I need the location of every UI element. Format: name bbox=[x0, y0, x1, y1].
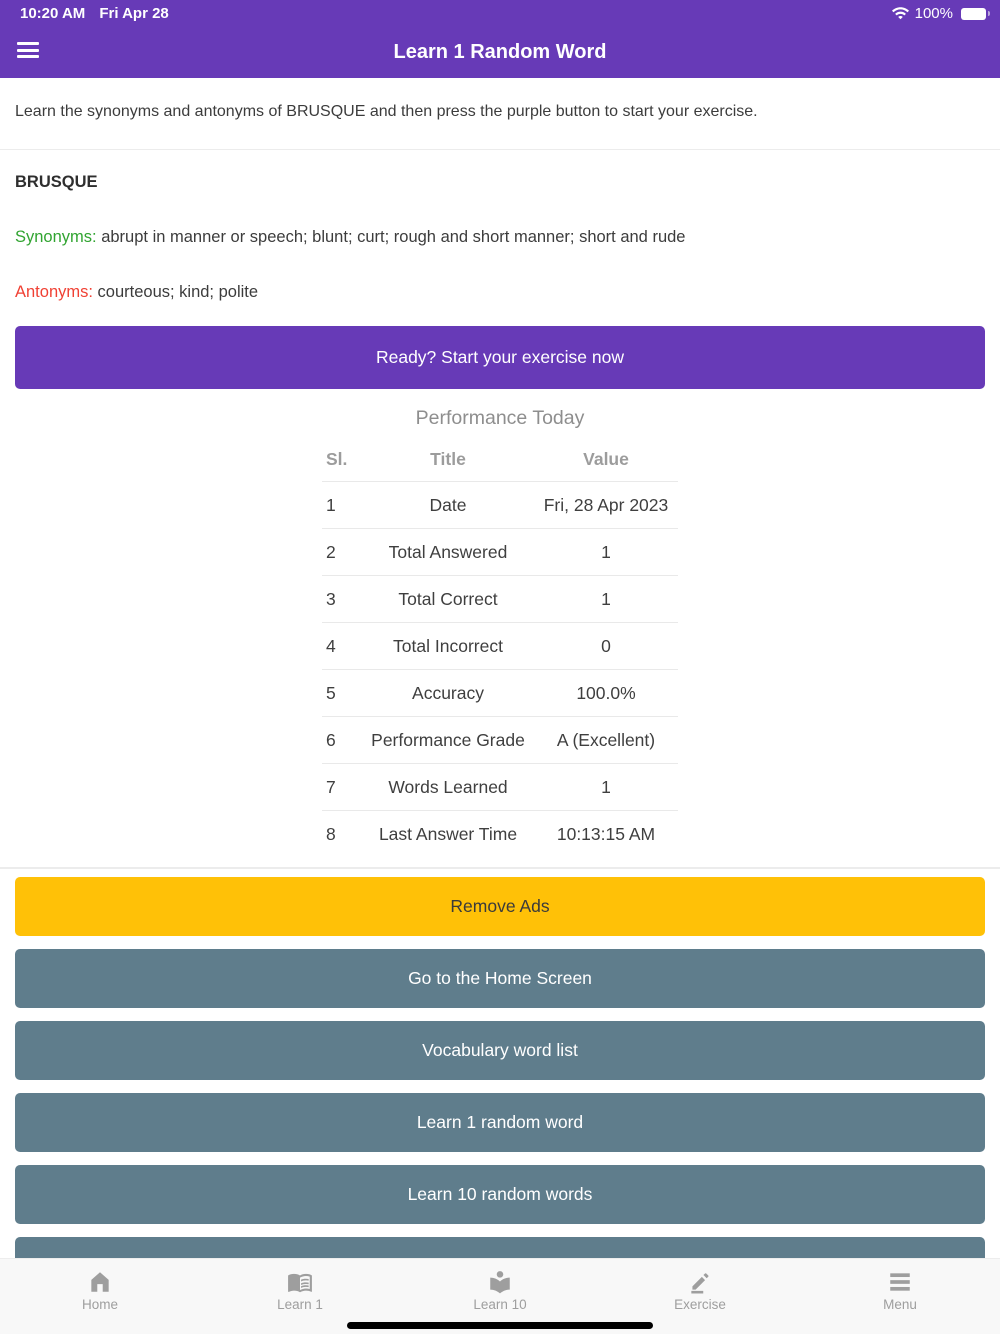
remove-ads-button[interactable]: Remove Ads bbox=[15, 877, 985, 936]
cell-title: Last Answer Time bbox=[378, 824, 518, 844]
menu-list-icon bbox=[887, 1269, 913, 1295]
open-book-icon bbox=[287, 1269, 313, 1295]
hamburger-menu-icon[interactable] bbox=[17, 42, 39, 58]
learn-1-button[interactable]: Learn 1 random word bbox=[15, 1093, 985, 1152]
table-row bbox=[322, 482, 678, 529]
home-icon bbox=[87, 1269, 113, 1295]
tab-label: Home bbox=[81, 1297, 118, 1312]
cell-value: 1 bbox=[601, 588, 611, 609]
performance-title: Performance Today bbox=[415, 407, 585, 429]
cell-title: Accuracy bbox=[412, 682, 484, 703]
synonyms-text: abrupt in manner or speech; blunt; curt; rough and short manner; short and rude bbox=[96, 228, 686, 246]
performance-table bbox=[322, 438, 678, 858]
tab-label: Learn 10 bbox=[473, 1297, 527, 1312]
cell-value: 0 bbox=[601, 635, 611, 656]
status-date: Fri Apr 28 bbox=[99, 5, 169, 22]
battery-percent-label: 100% bbox=[914, 5, 953, 22]
tab-home[interactable] bbox=[0, 1259, 200, 1334]
cell-sl: 1 bbox=[326, 494, 336, 515]
cell-title: Date bbox=[429, 494, 467, 515]
cell-sl: 4 bbox=[326, 635, 336, 656]
tab-label: Exercise bbox=[674, 1297, 726, 1312]
col-header-sl: Sl. bbox=[326, 449, 348, 469]
cell-sl: 5 bbox=[326, 682, 336, 703]
cell-title: Total Incorrect bbox=[393, 635, 503, 656]
divider bbox=[0, 149, 1000, 150]
table-row bbox=[322, 623, 678, 670]
table-row bbox=[322, 764, 678, 811]
table-row bbox=[322, 811, 678, 858]
cell-value: 1 bbox=[601, 541, 611, 562]
table-row bbox=[322, 576, 678, 623]
instruction-text: Learn the synonyms and antonyms of BRUSQUE and then press the purple button to start your exercise. bbox=[15, 103, 758, 120]
learn-10-button[interactable]: Learn 10 random words bbox=[15, 1165, 985, 1224]
cell-sl: 7 bbox=[326, 776, 336, 797]
status-bar-right bbox=[892, 5, 986, 22]
tab-menu[interactable] bbox=[800, 1259, 1000, 1334]
top-purple-block bbox=[0, 0, 1000, 78]
col-header-value: Value bbox=[583, 449, 629, 469]
col-header-title: Title bbox=[430, 449, 466, 469]
cell-title: Performance Grade bbox=[371, 729, 525, 750]
page-title: Learn 1 Random Word bbox=[393, 41, 607, 63]
cell-title: Words Learned bbox=[388, 776, 508, 797]
pencil-icon bbox=[687, 1269, 713, 1295]
antonyms-text: courteous; kind; polite bbox=[92, 283, 259, 301]
reader-icon bbox=[487, 1269, 513, 1295]
cell-sl: 6 bbox=[326, 729, 336, 750]
start-exercise-button[interactable]: Ready? Start your exercise now bbox=[15, 326, 985, 389]
cell-value: A (Excellent) bbox=[556, 729, 656, 750]
cell-value: 100.0% bbox=[576, 682, 636, 703]
home-indicator[interactable] bbox=[347, 1322, 653, 1329]
antonyms-label: Antonyms: bbox=[15, 283, 93, 301]
tab-label: Menu bbox=[883, 1297, 917, 1312]
table-row bbox=[322, 670, 678, 717]
section-divider bbox=[0, 867, 1000, 869]
home-screen-button[interactable]: Go to the Home Screen bbox=[15, 949, 985, 1008]
status-time: 10:20 AM bbox=[20, 5, 86, 22]
cell-value: Fri, 28 Apr 2023 bbox=[543, 494, 669, 515]
current-word: BRUSQUE bbox=[15, 173, 98, 191]
table-row bbox=[322, 529, 678, 576]
status-bar-left bbox=[20, 5, 169, 22]
cell-value: 1 bbox=[601, 776, 611, 797]
tab-label: Learn 1 bbox=[277, 1297, 323, 1312]
table-row bbox=[322, 717, 678, 764]
cell-sl: 3 bbox=[326, 588, 336, 609]
cell-title: Total Answered bbox=[388, 541, 508, 562]
cell-value: 10:13:15 AM bbox=[556, 824, 656, 844]
battery-icon bbox=[961, 8, 986, 20]
table-header-row bbox=[322, 438, 678, 482]
cell-sl: 8 bbox=[326, 824, 336, 844]
status-bar bbox=[0, 0, 1000, 27]
antonyms-line bbox=[15, 280, 985, 304]
cell-sl: 2 bbox=[326, 541, 336, 562]
wifi-icon bbox=[892, 7, 909, 20]
vocabulary-list-button[interactable]: Vocabulary word list bbox=[15, 1021, 985, 1080]
synonyms-label: Synonyms: bbox=[15, 228, 97, 246]
app-header bbox=[0, 27, 1000, 78]
cell-title: Total Correct bbox=[398, 588, 498, 609]
synonyms-line bbox=[15, 225, 985, 249]
